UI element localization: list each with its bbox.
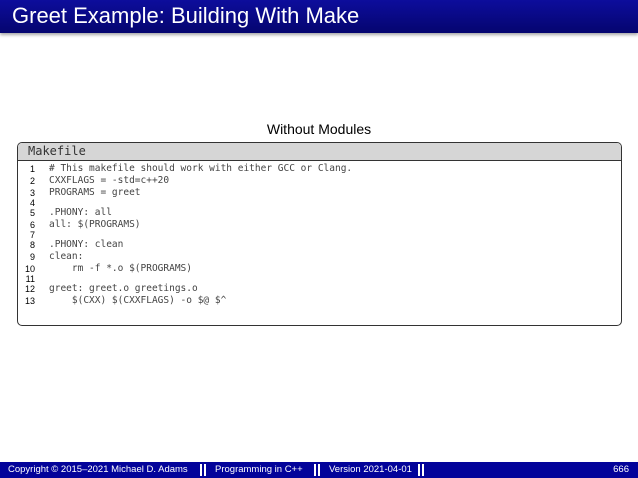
line-number: 7 <box>29 230 35 240</box>
code-lines <box>18 161 621 307</box>
line-number: 8 <box>29 240 35 250</box>
code-line <box>18 175 621 187</box>
line-number: 11 <box>25 274 35 284</box>
line-number: 4 <box>29 198 35 208</box>
footer-page-number: 666 <box>613 464 629 475</box>
line-number: 5 <box>29 208 35 218</box>
slide-title: Greet Example: Building With Make <box>12 3 360 28</box>
code-block <box>17 142 622 326</box>
footer-course: Programming in C++ <box>215 464 303 475</box>
line-number: 13 <box>24 296 35 306</box>
footer-separator <box>418 464 424 476</box>
code-line <box>18 239 621 251</box>
footer-separator <box>314 464 320 476</box>
line-number: 12 <box>24 284 35 294</box>
code-line <box>18 187 621 199</box>
code-line <box>18 231 621 239</box>
line-text: rm -f *.o $(PROGRAMS) <box>49 263 192 274</box>
line-text: .PHONY: all <box>49 207 112 218</box>
code-line <box>18 283 621 295</box>
code-line <box>18 263 621 275</box>
code-line <box>18 275 621 283</box>
line-text: CXXFLAGS = -std=c++20 <box>49 175 170 186</box>
line-text: all: $(PROGRAMS) <box>49 219 141 230</box>
line-text: PROGRAMS = greet <box>49 187 141 198</box>
section-label-text: Without Modules <box>266 121 372 137</box>
code-line <box>18 295 621 307</box>
section-label <box>0 121 638 137</box>
line-text: clean: <box>49 251 84 262</box>
code-line <box>18 251 621 263</box>
line-text: $(CXX) $(CXXFLAGS) -o $@ $^ <box>49 295 227 306</box>
line-number: 9 <box>29 252 35 262</box>
footer-copyright: Copyright © 2015–2021 Michael D. Adams <box>8 464 188 475</box>
line-number: 2 <box>29 176 35 186</box>
footer-separator <box>200 464 206 476</box>
title-bar <box>0 0 638 33</box>
footer-bar <box>0 462 638 478</box>
line-text: greet: greet.o greetings.o <box>49 283 198 294</box>
line-text: # This makefile should work with either GCC or Clang. <box>49 163 353 174</box>
code-line <box>18 199 621 207</box>
code-line <box>18 163 621 175</box>
code-line <box>18 207 621 219</box>
line-number: 10 <box>24 264 35 274</box>
line-number: 6 <box>29 220 35 230</box>
footer-version: Version 2021-04-01 <box>329 464 412 475</box>
line-text: .PHONY: clean <box>49 239 124 250</box>
line-number: 1 <box>29 164 35 174</box>
line-number: 3 <box>29 188 35 198</box>
code-line <box>18 219 621 231</box>
code-block-header: Makefile <box>18 143 621 161</box>
